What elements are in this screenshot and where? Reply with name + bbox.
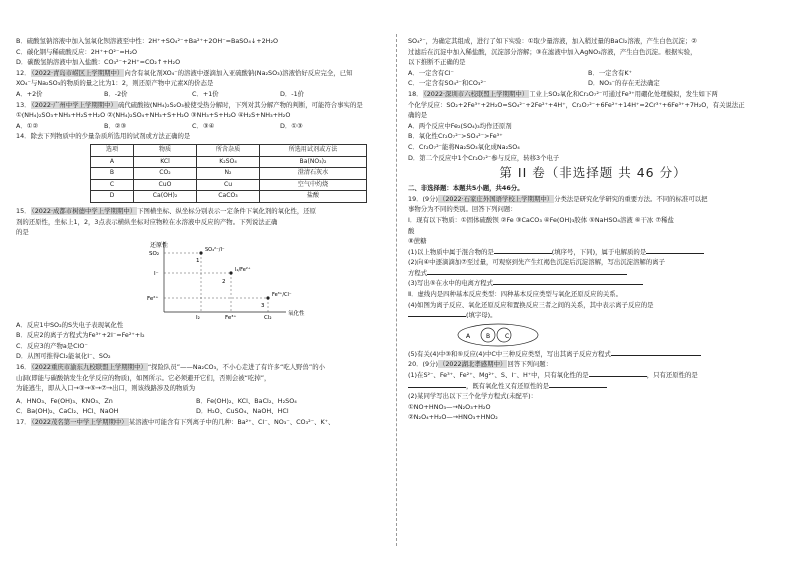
source-tag: （2022·深圳市六校联盟上学期期中） (423, 89, 529, 98)
q18-option-d: D．第二个反应中1个Cr₂O₇²⁻参与反应，转移3个电子 (408, 153, 560, 162)
impurity-table (90, 144, 367, 203)
q19-part-4: (4)如图为离子反应、氧化还原反应和置换反应三者之间的关系，其中表示离子反应的是 (408, 300, 654, 309)
question-16: 16．（2022重庆市渝东九校联盟上学期期中）“探险队员”——Na₂CO₃，不小心走进了有许多“吃人野兽”的小 (16, 363, 326, 372)
point-2-label: 2 (222, 278, 226, 285)
q19-substance-list: Ⅰ．现有以下物质：①固体硫酸钡 ②Fe ③CaCO₃ ④Fe(OH)₃胶体 ⑤NaHSO₄溶液 ⑥干冰 ⑦稀盐 (408, 215, 674, 224)
q19-substance-list: 酸 (408, 226, 415, 235)
q20-part-1-cont: ，既有氧化性又有还原性的是 (408, 381, 778, 392)
right-column (408, 36, 778, 423)
answer-blank[interactable] (408, 310, 466, 317)
y-tick-i: I⁻ (154, 270, 159, 277)
y-axis-title: 还原性 (150, 241, 169, 249)
q19-part-4-answer: (填字母)。 (408, 310, 778, 321)
answer-blank[interactable] (494, 247, 552, 254)
y-tick-so2: SO₂ (149, 250, 160, 257)
q19-part-4-intro: Ⅱ．虚线内是四种基本反应类型：四种基本反应类型与氧化还原反应的关系。 (408, 290, 623, 299)
q11-option-c: C．碳化钢与稀硫酸反应：2H⁺+O²⁻=H₂O (16, 47, 138, 56)
q15-option-b: B．反应2的离子方程式为Fe³⁺+2I⁻=Fe²⁺+I₂ (16, 331, 145, 340)
question-20: 20．(9分)（2022湖北孝感期中）回答下列问题： (408, 360, 553, 369)
point-3-text: Fe³⁺/Cl⁻ (272, 291, 292, 298)
q11-option-d: D．碳酸氢钠溶液中加入盐酸：CO₃²⁻+2H⁺=CO₂↑+H₂O (16, 58, 181, 67)
q19-part-1: (1)以上物质中属于混合物的是 (填序号，下同)，属于电解质的是 (408, 247, 778, 258)
q15-option-a: A．反应1中SO₂的S失电子表现氧化性 (16, 320, 124, 329)
source-tag: （2022茂名第一中学上学期期中） (31, 418, 128, 427)
q19-part-3: (3)写出⑤在水中的电离方程式 (408, 278, 778, 289)
q20-part-1: (1)在S²⁻、Fe³⁺、Fe²⁺、Mg²⁺、S、I⁻、H⁺中，只有氧化性的是 ，只有还原性的是 (408, 371, 698, 380)
q20-equation-2: ②N₂O₄+H₂O—→HNO₃+HNO₂ (408, 413, 498, 422)
q19-part-2: (2)向④中逐滴滴加⑦至过量，可观察到先产生红褐色沉淀后沉淀溶解，写出沉淀溶解的离子 (408, 258, 665, 267)
x-axis-title: 氧化性 (288, 310, 305, 317)
q19-part-2-answer: 方程式 (408, 268, 778, 279)
table-header-row: 选项 物质 所含杂质 所选用试剂或方法 (91, 144, 367, 156)
q15-option-d: D．从图可推得Cl₂能氧化I⁻、SO₂ (16, 352, 111, 361)
q17-options-ab: A．一定含有Cl⁻ B．一定含有K⁺ (408, 68, 632, 77)
venn-label-b: B (486, 332, 491, 340)
source-tag: （2022重庆市渝东九校联盟上学期期中） (31, 363, 147, 372)
venn-label-c: C (505, 332, 510, 340)
q20-equation-1: ①NO+HNO₃—→N₂O₃+H₂O (408, 402, 491, 411)
question-18-text: 个化学反应：SO₂+2Fe³⁺+2H₂O=SO₄²⁻+2Fe²⁺+4H⁺，Cr₂O₇²⁻+6Fe²⁺+14H⁺=2Cr³⁺+6Fe³⁺+7H₂O，有关说法正 (408, 100, 745, 109)
q20-part-2: (2)某同学写出以下三个化学方程式(未配平)： (408, 392, 538, 401)
venn-diagram (408, 321, 778, 349)
q18-option-a: A．两个反应中Fe₂(SO₄)₃均作还原剂 (408, 121, 512, 130)
table-row: D Ca(OH)₂ CaCO₃ 盐酸 (91, 191, 367, 203)
q11-option-b: B．硫酸氢钠溶液中加入氢氧化钡溶液至中性：2H⁺+SO₄²⁻+Ba²⁺+2OH⁻=BaSO₄↓+2H₂O (16, 37, 279, 45)
point-3-label: 3 (261, 302, 265, 309)
x-tick-i2: I₂ (196, 314, 200, 320)
question-18: 18．（2022·深圳市六校联盟上学期期中）工业上SO₂氧化和Cr₂O₇²⁻可通过Fe³⁺用硼化处理模拟，发生如下两 (408, 89, 718, 98)
question-18-text-end: 确的是 (408, 111, 428, 120)
q18-option-c: C．Cr₂O₇²⁻能将Na₂SO₃氧化成Na₂SO₄ (408, 142, 520, 151)
question-15-text-end: 的是 (16, 228, 29, 237)
left-column (16, 36, 384, 428)
question-13-items: ①(NH₄)₂SO₃+NH₃+H₂S+H₂O ②(NH₄)₂SO₄+NH₃+S+H₂O ③NH₃+S+H₂O ④H₂S+NH₃+H₂O (16, 111, 291, 120)
q15-option-c: C．反应3的产物a是ClO⁻ (16, 341, 88, 350)
q19-substance-list: ⑧蔗糖 (408, 237, 427, 246)
answer-blank[interactable] (427, 268, 627, 275)
q17-continued: SO₄²⁻，为确定其组成，进行了如下实验：①取少量溶液，加入稍过量的BaCl₂溶液，产生白色沉淀；② (408, 37, 697, 45)
question-12-options: A．+2价 B．-2价 C．+1价 D．-1价 (16, 89, 305, 98)
answer-blank[interactable] (611, 349, 701, 356)
question-12-text: XO₄⁻与Na₂SO₃的物质的量之比为1：2，则还原产物中元素X的价态是 (16, 79, 214, 88)
source-tag: （2022湖北孝感期中） (438, 360, 507, 369)
source-tag: （2022·成都市树德中学上学期期中） (31, 206, 137, 215)
point-2-text: I₂/Fe²⁺ (235, 266, 251, 273)
point-1-label: 1 (196, 257, 200, 264)
point-2 (229, 271, 232, 274)
answer-blank[interactable] (493, 278, 643, 285)
q17-continued: 以下推断不正确的是 (408, 58, 466, 67)
redox-diagram (16, 238, 384, 320)
x-tick-cl2: Cl₂ (264, 314, 272, 320)
question-19: 19．(9分)（2022·石家庄外国语学校上学期期中）分类法是研究化学研究的重要方法。不同的标准可以把 (408, 194, 708, 203)
table-row: C CuO Cu 空气中灼烧 (91, 179, 367, 191)
question-16-options-cd: C．Ba(OH)₂、CaCl₂、HCl、NaOH D．H₂O、CuSO₄、NaOH、HCl (16, 407, 289, 416)
y-tick-fe2: Fe²⁺ (147, 295, 159, 302)
question-16-text-end: 为能逃生，即从入口→③→⑤→⑦→出口，则该线路涉及的物质为 (16, 384, 196, 393)
question-13-options: A．①② B．②③ C．③④ D．①③ (16, 121, 303, 130)
answer-blank[interactable] (408, 381, 466, 388)
source-tag: （2022·青岛市崂区上学期期中） (31, 68, 124, 77)
point-1-text: SO₄²⁻/I⁻ (205, 246, 225, 253)
table-row: B CO₂ N₂ 澄清石灰水 (91, 168, 367, 180)
question-14: 14．除去下列物质中的少量杂质所选用的试剂或方法正确的是 (16, 132, 191, 141)
q19-part-5: (5)有关(4)中③和⑤反应(4)中C中三种反应类型，写出其离子反应方程式 (408, 349, 778, 360)
point-3 (266, 296, 269, 299)
source-tag: （2022·石家庄外国语学校上学期期中） (438, 194, 554, 203)
venn-label-a: A (466, 332, 471, 340)
question-15-text: 剂的还原性，坐标上1，2，3点表示横纵坐标对应物粒在水溶液中反应的产物。下列说法正确 (16, 217, 278, 226)
answer-blank[interactable] (646, 247, 704, 254)
question-12: 12．（2022·青岛市崂区上学期期中）向含有氧化剂XO₄⁻的溶液中逐滴加入亚硫酸钠(Na₂SO₃)溶液恰好反应完全，已知 (16, 68, 353, 77)
table-row: A KCl K₂SO₄ Ba(NO₃)₂ (91, 156, 367, 168)
point-1 (199, 251, 202, 254)
answer-blank[interactable] (549, 381, 607, 388)
question-17: 17．（2022茂名第一中学上学期期中）某溶液中可能含有下列离子中的几种：Ba²⁺、Cl⁻、NO₃⁻、CO₃²⁻、K⁺、 (16, 418, 335, 427)
source-tag: （2022·广州中学上学期期中） (31, 100, 117, 109)
section-note: 二、非选择题：本题共5小题，共46分。 (408, 184, 524, 193)
q18-option-b: B．氧化性Cr₂O₇²⁻>SO₄²⁻>Fe³⁺ (408, 132, 503, 141)
question-13: 13．（2022·广州中学上学期期中）硫代硫酸铵(NH₄)₂S₂O₃被使受热分解时，下列对其分解产物的判断，可能符合事实的是 (16, 100, 363, 109)
answer-blank[interactable] (589, 370, 647, 377)
q17-continued: 过滤后在沉淀中加入稀盐酸，沉淀部分溶解；③在滤液中加入AgNO₃溶液，产生白色沉淀。根据实验， (408, 47, 697, 56)
x-tick-fe3: Fe³⁺ (225, 314, 237, 320)
section-title: 第 II 卷（非选择题 共 46 分） (499, 165, 687, 181)
question-15: 15．（2022·成都市树德中学上学期期中）下图横坐标、纵坐标分别表示一定条件下氧化剂的氧化性，还原 (16, 206, 317, 215)
q17-options-cd: C．一定含有SO₄²⁻和CO₃²⁻ D．NO₃⁻的存在无法确定 (408, 79, 660, 88)
question-16-options-ab: A．HNO₃、Fe(OH)₃、KNO₃、Zn B．Fe(OH)₂、KCl、BaCl₂、H₂SO₄ (16, 396, 297, 405)
column-divider (396, 34, 397, 546)
question-19-text: 事物分为不同的类别。回答下列问题： (408, 205, 517, 214)
question-16-text: 山洞(即能与碳酸钠发生化学反应的物质)，如图所示。它必须避开它们，否则会被“吃掉”， (16, 373, 271, 382)
